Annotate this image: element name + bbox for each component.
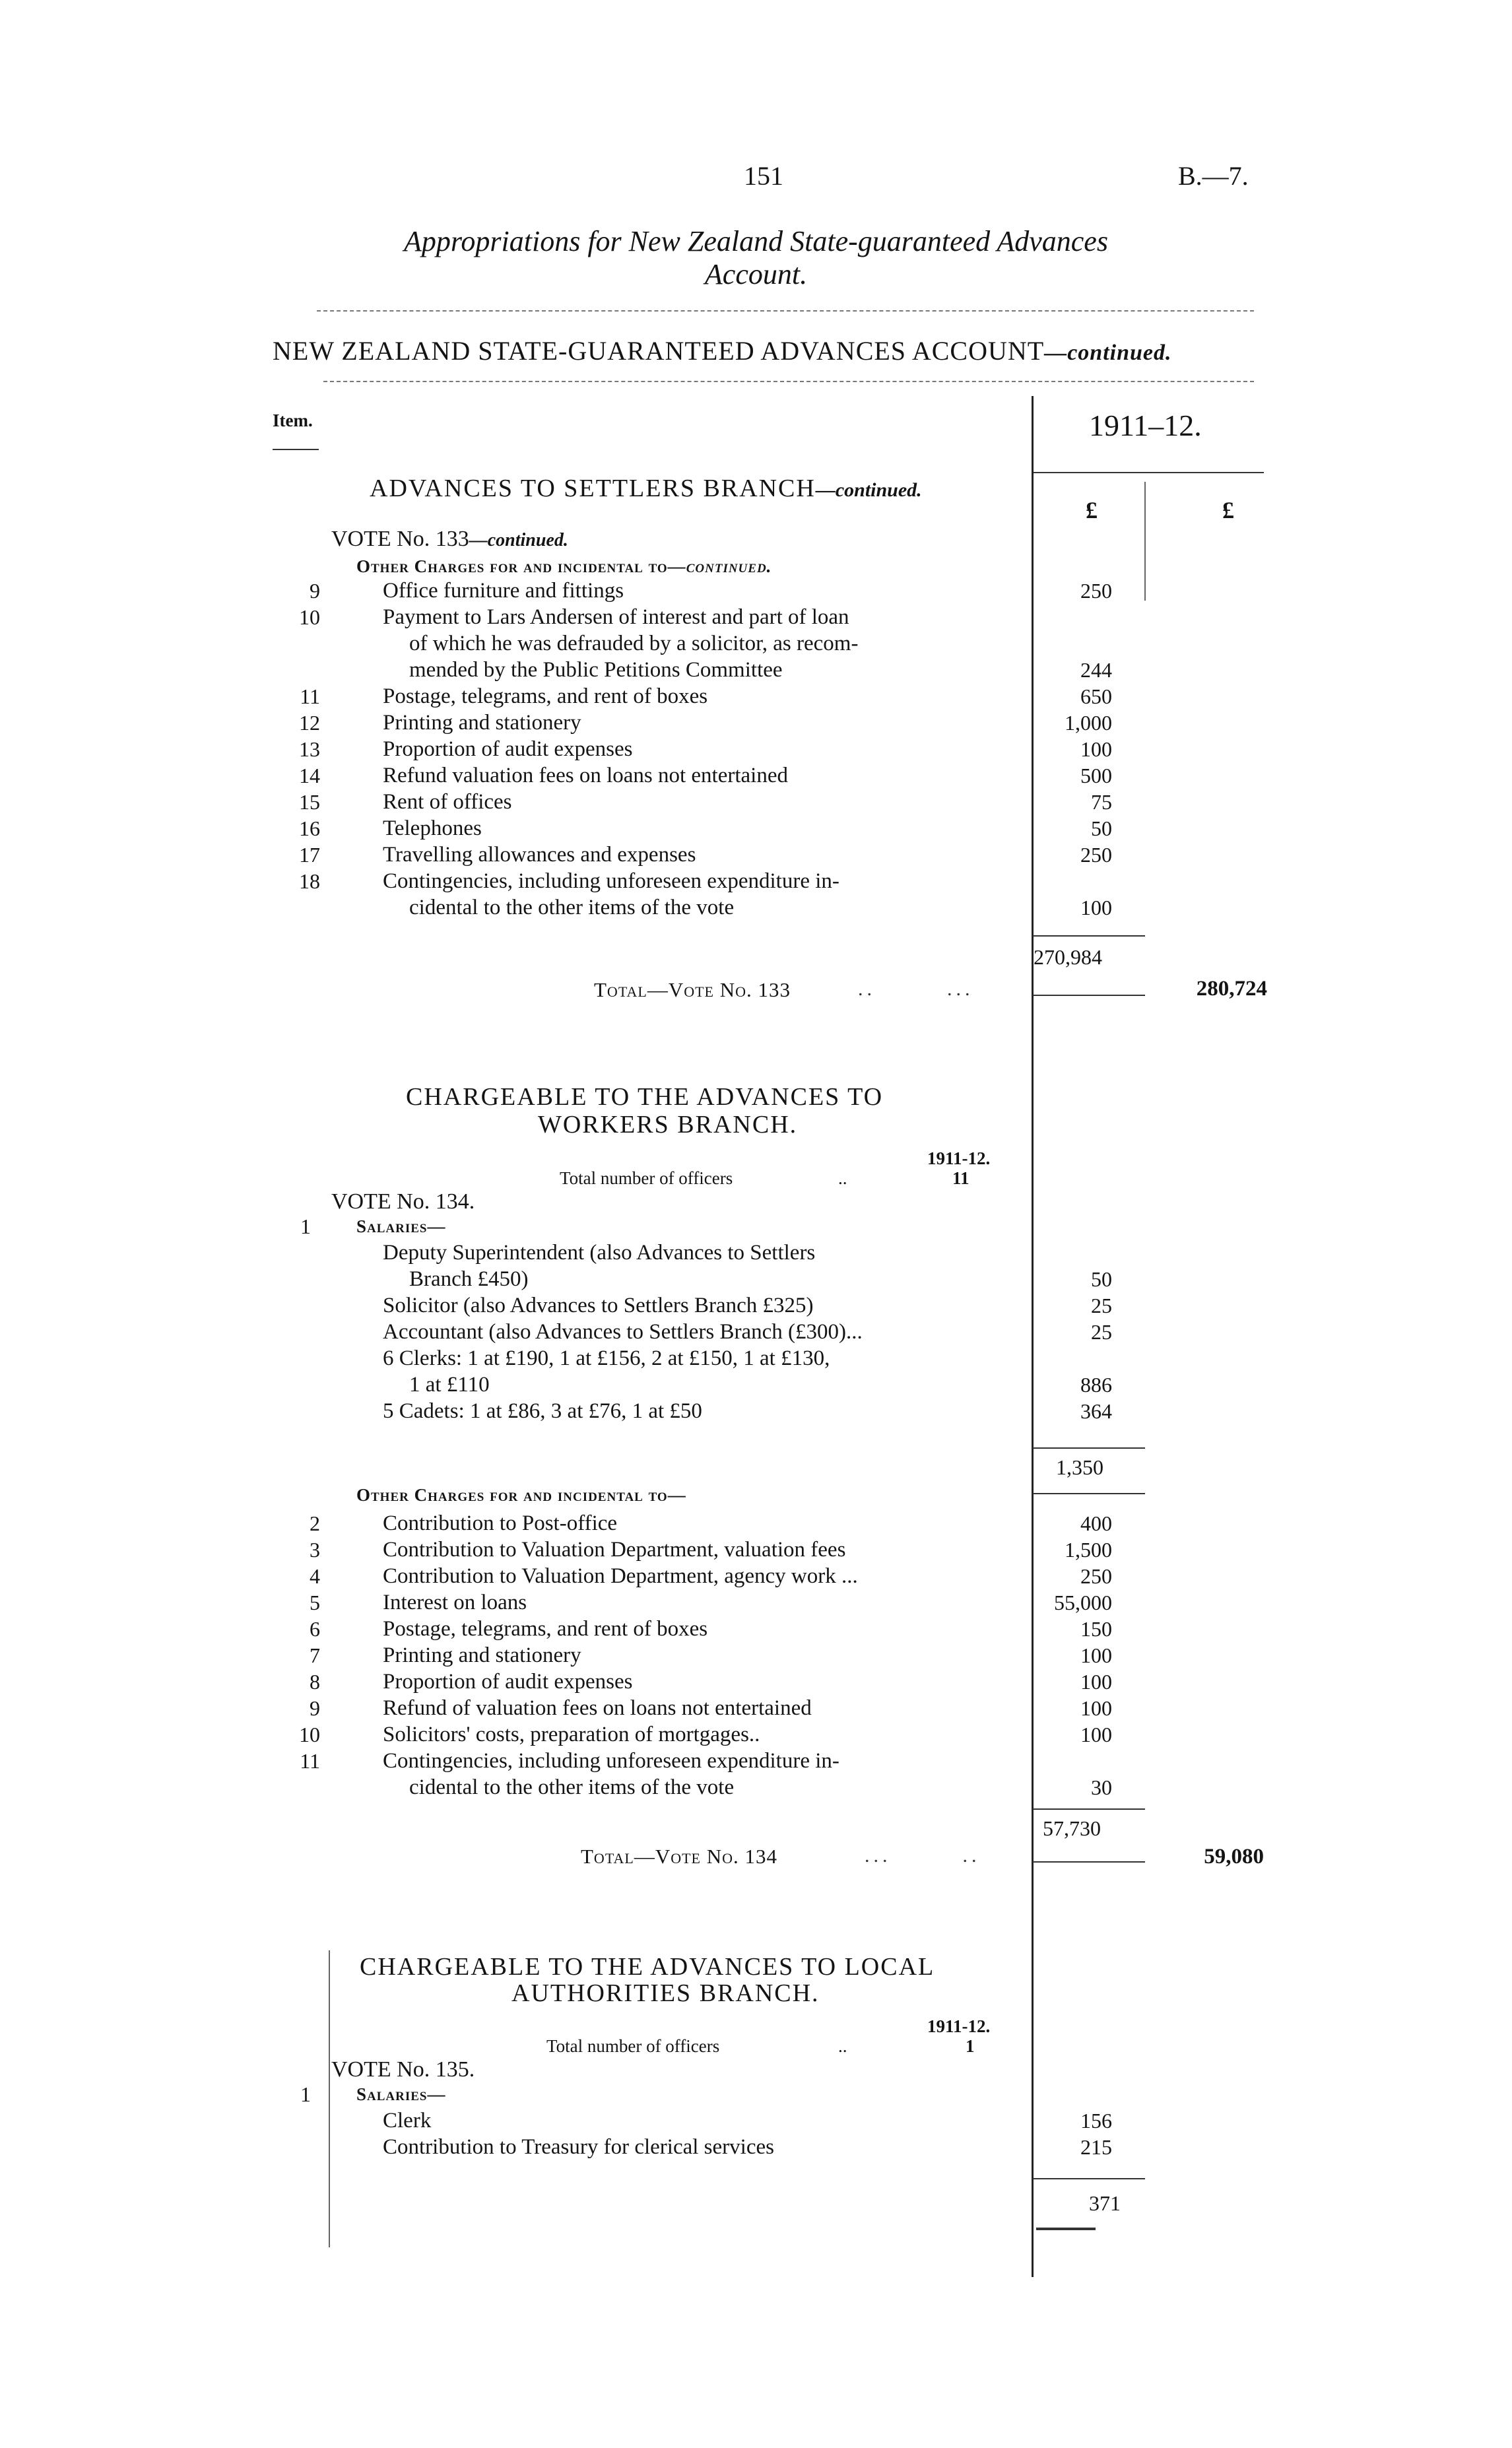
item-amount: 250 <box>1080 1564 1112 1588</box>
item-amount: 250 <box>1080 579 1112 603</box>
item-description: Clerk <box>383 2109 432 2133</box>
section-3-heading-line-2: AUTHORITIES BRANCH. <box>511 1979 820 2007</box>
section-3-heading-line-1: CHARGEABLE TO THE ADVANCES TO LOCAL <box>360 1953 935 1981</box>
item-amount: 50 <box>1091 816 1112 840</box>
account-heading: NEW ZEALAND STATE-GUARANTEED ADVANCES ACCOUNT—continued. <box>273 336 1172 366</box>
pound-column-divider <box>1144 482 1146 601</box>
section-3-officers-label: Total number of officers <box>546 2036 720 2056</box>
item-amount: 650 <box>1080 684 1112 708</box>
section-2-heading-line-2: WORKERS BRANCH. <box>538 1111 798 1139</box>
vote-134-total: 59,080 <box>1204 1845 1264 1869</box>
item-description: Interest on loans <box>383 1591 527 1614</box>
section-1-subtotal: 270,984 <box>1034 945 1102 969</box>
section-2-other-charges-label: Other Charges for and incidental to— <box>356 1485 686 1505</box>
item-amount: 156 <box>1080 2109 1112 2133</box>
document-title-line-2: Account. <box>704 258 808 290</box>
salaries-label: Salaries— <box>356 1216 446 1236</box>
item-amount: 50 <box>1091 1267 1112 1291</box>
item-description: 5 Cadets: 1 at £86, 3 at £76, 1 at £50 <box>383 1399 702 1423</box>
item-description: Contribution to Treasury for clerical services <box>383 2135 774 2159</box>
item-description: 1 at £110 <box>409 1373 490 1397</box>
pound-column-2: £ <box>1222 497 1234 523</box>
vote-134-total-label: Total—Vote No. 134 <box>581 1845 778 1868</box>
item-description: mended by the Public Petitions Committee <box>409 658 783 682</box>
salaries-label: Salaries— <box>356 2084 446 2104</box>
item-number: 5 <box>310 1591 320 1614</box>
item-description: Postage, telegrams, and rent of boxes <box>383 1617 708 1641</box>
section-2-officers-year: 1911-12. <box>927 1148 991 1168</box>
vote-134-total-rule <box>1033 1861 1145 1863</box>
vote-133-total: 280,724 <box>1196 977 1267 1001</box>
section-2-officers-count: 11 <box>952 1168 970 1188</box>
leader-dots: ... .. <box>865 1845 981 1867</box>
item-header-underline <box>273 449 319 450</box>
item-amount: 500 <box>1080 764 1112 787</box>
item-number: 12 <box>299 711 320 735</box>
section-1-subtotal-rule <box>1033 935 1145 937</box>
item-description: Branch £450) <box>409 1267 529 1291</box>
item-number: 10 <box>299 605 320 629</box>
item-description: cidental to the other items of the vote <box>409 1775 735 1799</box>
item-amount: 364 <box>1080 1399 1112 1423</box>
item-amount: 215 <box>1080 2135 1112 2159</box>
leader-dots: .. <box>838 2036 847 2056</box>
section-2-subtotal: 57,730 <box>1043 1816 1101 1840</box>
item-number: 8 <box>310 1670 320 1694</box>
salaries-subtotal-rule <box>1033 1447 1145 1449</box>
item-number: 9 <box>310 1696 320 1720</box>
item-amount: 400 <box>1080 1511 1112 1535</box>
item-column-header: Item. <box>273 411 313 430</box>
section-2-heading-line-1: CHARGEABLE TO THE ADVANCES TO <box>406 1083 884 1111</box>
item-number: 9 <box>310 579 320 603</box>
item-amount: 886 <box>1080 1373 1112 1397</box>
item-number: 11 <box>300 1749 320 1773</box>
page-number: 151 <box>744 161 783 191</box>
item-amount: 55,000 <box>1054 1591 1112 1614</box>
item-description: 6 Clerks: 1 at £190, 1 at £156, 2 at £150, 1 at £130, <box>383 1346 830 1370</box>
section-2-officers-label: Total number of officers <box>560 1168 733 1188</box>
year-header-rule <box>1033 472 1264 473</box>
salaries-subtotal: 1,350 <box>1056 1455 1103 1479</box>
document-title-line-1: Appropriations for New Zealand State-guaranteed Advances <box>404 225 1108 257</box>
item-description: Contribution to Valuation Department, agency work ... <box>383 1564 858 1588</box>
vote-133-total-rule <box>1033 995 1145 996</box>
item-amount: 25 <box>1091 1294 1112 1317</box>
item-description: Solicitor (also Advances to Settlers Branch £325) <box>383 1294 814 1317</box>
vote-135-label: VOTE No. 135. <box>331 2057 475 2082</box>
item-description: Contribution to Valuation Department, valuation fees <box>383 1538 846 1562</box>
item-number: 18 <box>299 869 320 893</box>
section-3-left-rule <box>329 1950 330 2247</box>
vote-133-label: VOTE No. 133—continued. <box>331 527 568 551</box>
item-description: Rent of offices <box>383 790 512 814</box>
item-description: Proportion of audit expenses <box>383 1670 633 1694</box>
item-number: 11 <box>300 684 320 708</box>
section-3-officers-count: 1 <box>966 2036 975 2056</box>
item-amount: 100 <box>1080 1696 1112 1720</box>
item-description: Travelling allowances and expenses <box>383 843 696 867</box>
salaries-subtotal-underline <box>1033 1493 1145 1494</box>
item-amount: 244 <box>1080 658 1112 682</box>
item-description: Printing and stationery <box>383 711 581 735</box>
item-amount: 75 <box>1091 790 1112 814</box>
item-number: 10 <box>299 1723 320 1746</box>
item-amount: 1,000 <box>1065 711 1112 735</box>
section-1-subheading: Other Charges for and incidental to—continued. <box>356 556 772 576</box>
item-description: Postage, telegrams, and rent of boxes <box>383 684 708 708</box>
item-number: 2 <box>310 1511 320 1535</box>
title-rule <box>317 310 1254 312</box>
item-number: 4 <box>310 1564 320 1588</box>
item-amount: 250 <box>1080 843 1112 867</box>
section-2-subtotal-rule <box>1033 1808 1145 1810</box>
item-description: Contingencies, including unforeseen expenditure in- <box>383 869 839 893</box>
account-rule <box>323 381 1254 382</box>
item-number: 14 <box>299 764 320 787</box>
section-3-subtotal-rule <box>1033 2178 1145 2179</box>
item-amount: 1,500 <box>1065 1538 1112 1562</box>
section-1-heading: ADVANCES TO SETTLERS BRANCH—continued. <box>370 475 922 502</box>
page-reference: B.—7. <box>1178 161 1249 191</box>
item-amount: 25 <box>1091 1320 1112 1344</box>
section-3-bottom-rule <box>1036 2228 1096 2230</box>
section-3-officers-year: 1911-12. <box>927 2016 991 2036</box>
item-description: Deputy Superintendent (also Advances to Settlers <box>383 1241 816 1265</box>
item-description: Office furniture and fittings <box>383 579 624 603</box>
item-description: Printing and stationery <box>383 1643 581 1667</box>
item-amount: 100 <box>1080 1670 1112 1694</box>
item-amount: 100 <box>1080 1723 1112 1746</box>
item-amount: 100 <box>1080 1643 1112 1667</box>
item-number: 16 <box>299 816 320 840</box>
item-amount: 100 <box>1080 737 1112 761</box>
item-description: Proportion of audit expenses <box>383 737 633 761</box>
item-number: 17 <box>299 843 320 867</box>
item-description: Contribution to Post-office <box>383 1511 618 1535</box>
item-description: Refund of valuation fees on loans not entertained <box>383 1696 812 1720</box>
item-amount: 100 <box>1080 896 1112 919</box>
item-amount: 150 <box>1080 1617 1112 1641</box>
vote-134-label: VOTE No. 134. <box>331 1189 475 1214</box>
item-description: Contingencies, including unforeseen expenditure in- <box>383 1749 839 1773</box>
pound-column-1: £ <box>1086 497 1098 523</box>
leader-dots: .. ... <box>858 978 974 1000</box>
item-description: Solicitors' costs, preparation of mortgages.. <box>383 1723 760 1746</box>
year-column-header: 1911–12. <box>1089 409 1202 442</box>
salaries-item-number: 1 <box>300 2082 311 2106</box>
item-number: 15 <box>299 790 320 814</box>
section-3-subtotal: 371 <box>1089 2191 1121 2215</box>
leader-dots: .. <box>838 1168 847 1188</box>
item-description: cidental to the other items of the vote <box>409 896 735 919</box>
vote-133-total-label: Total—Vote No. 133 <box>594 978 791 1001</box>
item-description: Payment to Lars Andersen of interest and part of loan <box>383 605 849 629</box>
salaries-item-number: 1 <box>300 1214 311 1238</box>
item-description: Refund valuation fees on loans not entertained <box>383 764 788 787</box>
item-number: 7 <box>310 1643 320 1667</box>
item-description: Telephones <box>383 816 482 840</box>
item-number: 13 <box>299 737 320 761</box>
item-amount: 30 <box>1091 1775 1112 1799</box>
item-description: Accountant (also Advances to Settlers Branch (£300)... <box>383 1320 863 1344</box>
item-number: 6 <box>310 1617 320 1641</box>
item-number: 3 <box>310 1538 320 1562</box>
item-description: of which he was defrauded by a solicitor, as recom- <box>409 632 859 655</box>
